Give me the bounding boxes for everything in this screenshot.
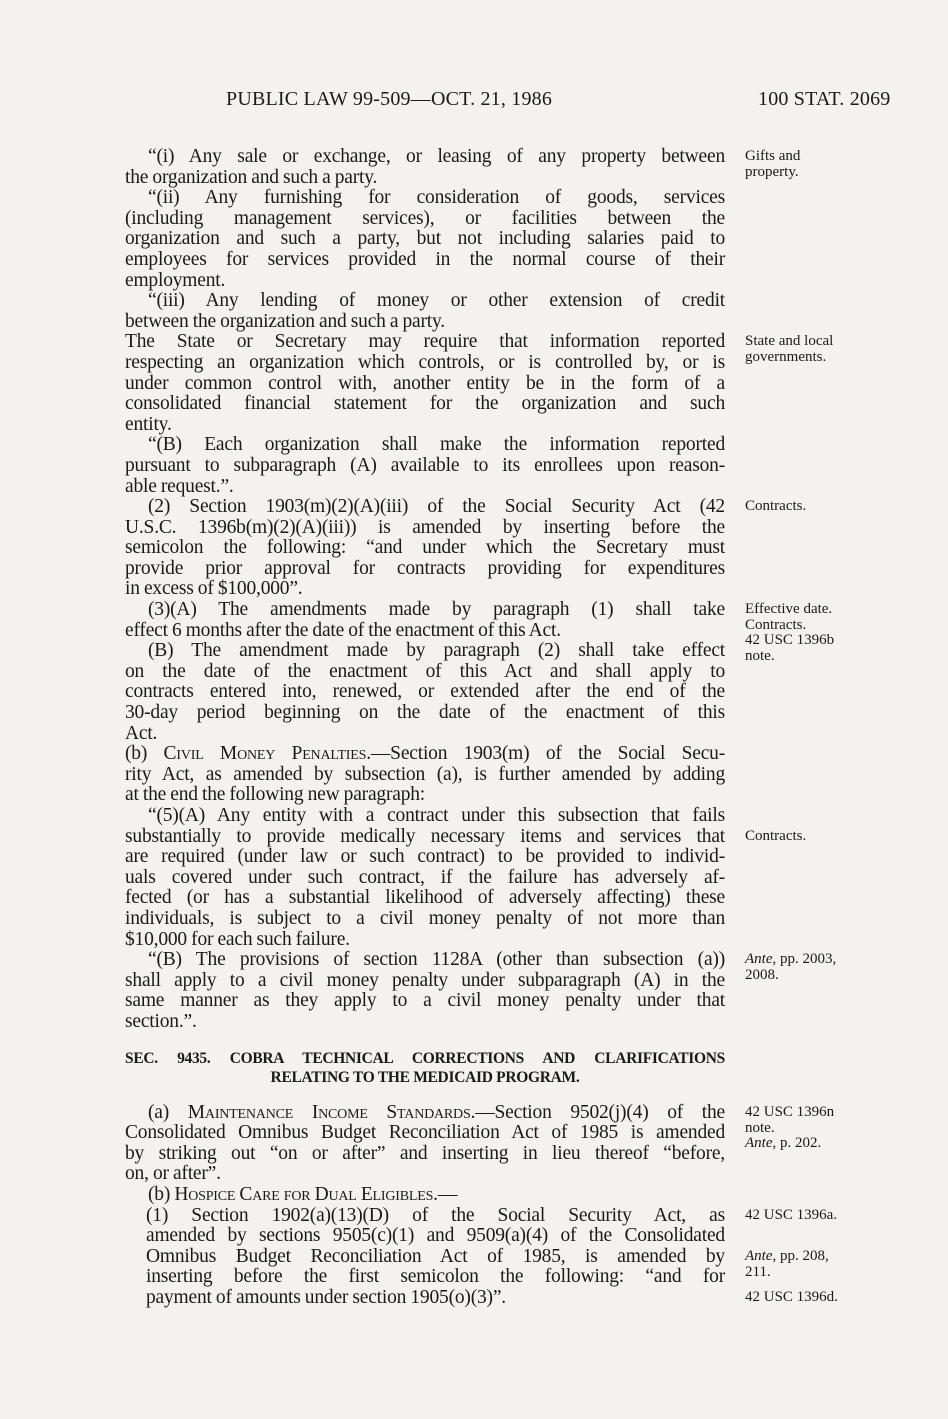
paragraph xyxy=(125,332,725,435)
text-line: Act. xyxy=(125,722,158,744)
margin-note-line: Ante, pp. 208, xyxy=(745,1248,829,1264)
margin-note-line: Ante, pp. 2003, xyxy=(745,951,837,967)
paragraph xyxy=(125,291,725,332)
margin-note-line: Contracts. xyxy=(745,498,807,514)
margin-note-citation: Ante, xyxy=(745,1135,777,1151)
text-line: inserting before the first semicolon the following: “and for xyxy=(146,1266,725,1288)
text-line: section.”. xyxy=(125,1010,197,1032)
margin-note xyxy=(745,1105,935,1152)
margin-note xyxy=(745,1290,935,1306)
margin-note-line: Ante, p. 202. xyxy=(745,1135,822,1151)
text-line: “(ii) Any furnishing for consideration of goods, services xyxy=(148,187,725,209)
statute-page-number: 100 STAT. 2069 xyxy=(758,88,891,110)
text-line: (2) Section 1903(m)(2)(A)(iii) of the Social Security Act (42 xyxy=(148,496,725,518)
margin-note-line: property. xyxy=(745,163,799,180)
margin-note-line: 2008. xyxy=(745,966,779,983)
text-line: the organization and such a party. xyxy=(125,166,378,188)
text-line: (b) Hospice Care for Dual Eligibles.— xyxy=(148,1183,458,1205)
paragraph xyxy=(125,147,725,188)
text-line: consolidated financial statement for the organization and such xyxy=(125,393,725,415)
margin-note xyxy=(745,1208,935,1224)
text-line: on, or after”. xyxy=(125,1163,221,1185)
paragraph xyxy=(125,600,725,641)
section-heading-line: SEC. 9435. COBRA TECHNICAL CORRECTIONS AND CLARIFICATIONS xyxy=(125,1049,725,1067)
margin-note-line: Effective date. xyxy=(745,601,833,617)
text-line: semicolon the following: “and under which the Secretary must xyxy=(125,537,725,559)
text-line: pursuant to subparagraph (A) available to its enrollees upon reason- xyxy=(125,454,725,476)
text-line: (b) Civil Money Penalties.—Section 1903(m) of the Social Secu- xyxy=(125,743,726,765)
margin-note xyxy=(745,1249,935,1280)
text-line: shall apply to a civil money penalty under subparagraph (A) in the xyxy=(125,969,725,991)
text-line: employment. xyxy=(125,269,226,291)
text-line: “(iii) Any lending of money or other extension of credit xyxy=(148,290,725,312)
margin-note-line: Gifts and xyxy=(745,148,801,164)
paragraph xyxy=(125,1185,725,1206)
text-line: The State or Secretary may require that information reported xyxy=(125,331,725,353)
margin-note-line: 42 USC 1396n xyxy=(745,1104,835,1120)
text-line: substantially to provide medically necessary items and services that xyxy=(125,825,725,847)
small-caps-heading: Civil Money Penalties xyxy=(163,743,367,765)
paragraph xyxy=(146,1206,725,1309)
running-header-title: PUBLIC LAW 99-509—OCT. 21, 1986 xyxy=(226,88,553,110)
margin-note-line: note. xyxy=(745,647,775,664)
text-line: entity. xyxy=(125,413,172,435)
text-line: Consolidated Omnibus Budget Reconciliation Act of 1985 is amended xyxy=(125,1122,725,1144)
paragraph xyxy=(125,744,725,806)
paragraph xyxy=(125,641,725,744)
text-line: (B) The amendment made by paragraph (2) shall take effect xyxy=(148,640,725,662)
text-line: respecting an organization which controls, or is controlled by, or is xyxy=(125,351,725,373)
margin-note-line: note. xyxy=(745,1119,775,1136)
text-line: employees for services provided in the normal course of their xyxy=(125,248,725,270)
paragraph xyxy=(125,188,725,291)
text-line: by striking out “on or after” and inserting in lieu thereof “before, xyxy=(125,1142,725,1164)
margin-note xyxy=(745,499,935,515)
text-line: (1) Section 1902(a)(13)(D) of the Social Security Act, as xyxy=(146,1204,725,1226)
text-line: between the organization and such a party. xyxy=(125,310,445,332)
margin-note-line: 42 USC 1396d. xyxy=(745,1289,838,1305)
text-line: contracts entered into, renewed, or extended after the end of the xyxy=(125,681,725,703)
text-line: rity Act, as amended by subsection (a), is further amended by adding xyxy=(125,763,725,785)
margin-note-line: Contracts. xyxy=(745,828,807,844)
text-line: 30-day period beginning on the date of the enactment of this xyxy=(125,702,725,724)
margin-note xyxy=(745,952,935,983)
text-line: in excess of $100,000”. xyxy=(125,578,303,600)
paragraph xyxy=(125,497,725,600)
text-line: fected (or has a substantial likelihood of adversely affecting) these xyxy=(125,887,725,909)
text-line: “(B) The provisions of section 1128A (other than subsection (a)) xyxy=(148,949,725,971)
text-line: amended by sections 9505(c)(1) and 9509(a)(4) of the Consolidated xyxy=(146,1225,725,1247)
margin-note-line: 211. xyxy=(745,1263,771,1280)
text-line: provide prior approval for contracts providing for expenditures xyxy=(125,557,725,579)
margin-note xyxy=(745,602,935,664)
small-caps-heading: Maintenance Income Standards xyxy=(187,1101,471,1123)
margin-note-line: governments. xyxy=(745,348,827,365)
text-line: (3)(A) The amendments made by paragraph (1) shall take xyxy=(148,599,725,621)
margin-note-line: 42 USC 1396a. xyxy=(745,1207,838,1223)
text-line: under common control with, another entity be in the form of a xyxy=(125,372,725,394)
small-caps-heading: Hospice Care for Dual Eligibles xyxy=(174,1183,434,1205)
margin-note-line: State and local xyxy=(745,333,834,349)
text-line: effect 6 months after the date of the enactment of this Act. xyxy=(125,619,561,641)
text-line: $10,000 for each such failure. xyxy=(125,928,350,950)
text-line: individuals, is subject to a civil money penalty of not more than xyxy=(125,907,725,929)
text-line: payment of amounts under section 1905(o)(3)”. xyxy=(146,1286,506,1308)
text-line: (including management services), or facilities between the xyxy=(125,207,725,229)
margin-note xyxy=(745,829,935,845)
text-line: uals covered under such contract, if the failure has adversely af- xyxy=(125,866,725,888)
margin-note xyxy=(745,149,935,180)
text-line: Omnibus Budget Reconciliation Act of 1985, is amended by xyxy=(146,1245,725,1267)
margin-note-line: 42 USC 1396b xyxy=(745,632,835,648)
text-line: able request.”. xyxy=(125,475,234,497)
text-line: on the date of the enactment of this Act and shall apply to xyxy=(125,660,725,682)
text-line: “(5)(A) Any entity with a contract under this subsection that fails xyxy=(148,805,725,826)
paragraph xyxy=(125,950,725,1032)
text-line: U.S.C. 1396b(m)(2)(A)(iii)) is amended by inserting before the xyxy=(125,516,725,538)
section-heading-line: RELATING TO THE MEDICAID PROGRAM. xyxy=(270,1068,580,1086)
text-line: same manner as they apply to a civil money penalty under that xyxy=(125,990,725,1012)
text-line: (a) Maintenance Income Standards.—Section 9502(j)(4) of the xyxy=(148,1101,725,1123)
text-line: organization and such a party, but not including salaries paid to xyxy=(125,228,725,250)
margin-note-line: Contracts. xyxy=(745,616,807,633)
text-line: “(B) Each organization shall make the information reported xyxy=(148,434,725,456)
paragraph xyxy=(125,806,725,950)
text-line: at the end the following new paragraph: xyxy=(125,784,426,806)
text-line: are required (under law or such contract) to be provided to individ- xyxy=(125,846,725,868)
paragraph xyxy=(125,1103,725,1185)
section-heading xyxy=(125,1049,725,1087)
margin-note-citation: Ante, xyxy=(745,951,777,967)
paragraph xyxy=(125,435,725,497)
body-text xyxy=(125,147,725,1308)
text-line: “(i) Any sale or exchange, or leasing of any property between xyxy=(148,146,725,167)
margin-note-citation: Ante, xyxy=(745,1248,777,1264)
margin-note xyxy=(745,334,935,365)
